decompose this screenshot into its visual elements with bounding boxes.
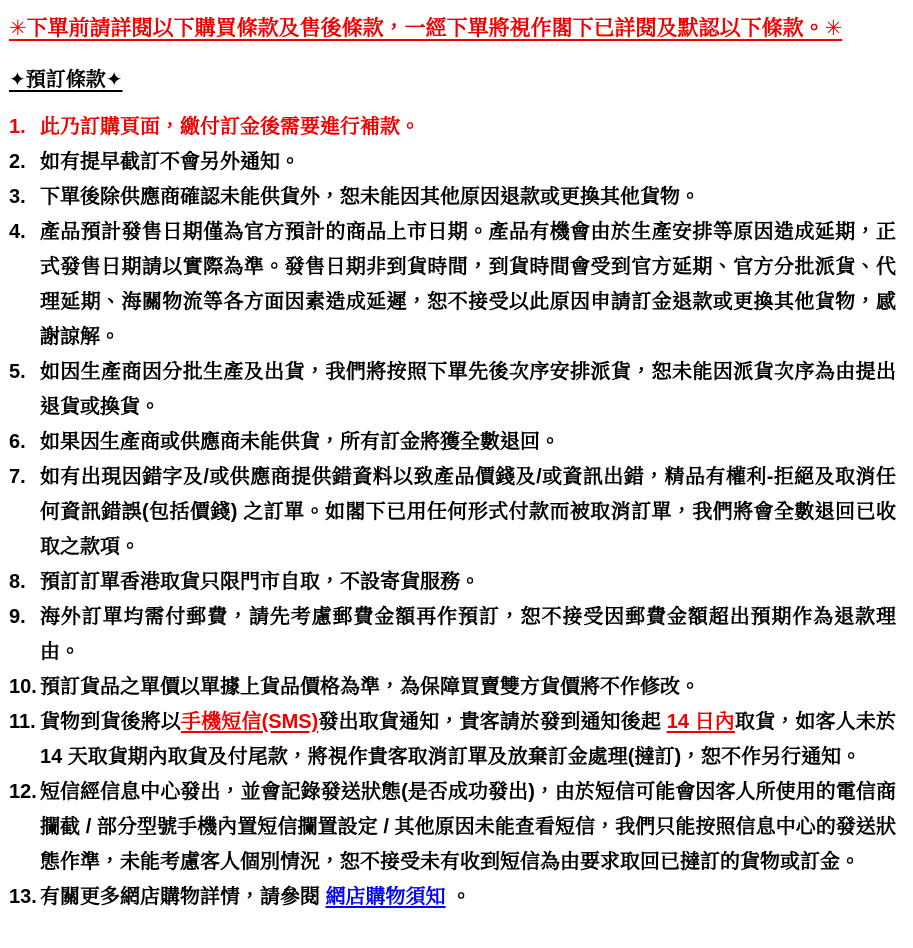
text-segment: 如有提早截訂不會另外通知。: [40, 151, 300, 173]
text-segment: 。: [445, 886, 472, 908]
text-segment: 貨物到貨後將以: [40, 711, 182, 733]
item-text: [40, 775, 896, 880]
terms-item: [9, 425, 896, 460]
purchase-terms-warning: ✳下單前請詳閱以下購買條款及售後條款，一經下單將視作閣下已詳閱及默認以下條款。✳: [9, 17, 843, 40]
terms-item: [9, 355, 896, 425]
item-number: 5.: [9, 361, 26, 383]
section-heading: [9, 67, 896, 93]
item-text: [40, 460, 896, 565]
preorder-terms-title: ✦預訂條款✦: [9, 69, 123, 91]
item-number: 8.: [9, 571, 26, 593]
text-segment: 如因生產商因分批生產及出貨，我們將按照下單先後次序安排派貨，恕未能因派貨次序為由提出退貨或換貨。: [40, 361, 896, 418]
text-segment: 短信經信息中心發出，並會記錄發送狀態(是否成功發出)，由於短信可能會因客人所使用的電信商攔截 / 部分型號手機內置短信攔置設定 / 其他原因未能查看短信，我們只能按照信息中心的發送狀態作準，未能考慮客人個別情況，恕不接受未有收到短信為由要求取回已撻訂的貨物或訂金。: [40, 781, 896, 873]
terms-item: [9, 565, 896, 600]
item-number: 2.: [9, 151, 26, 173]
terms-item: [9, 110, 896, 145]
text-segment: 有關更多網店購物詳情，請參閱: [40, 886, 326, 908]
text-segment: 海外訂單均需付郵費，請先考慮郵費金額再作預訂，恕不接受因郵費金額超出預期作為退款理由。: [40, 606, 896, 663]
text-segment: 取貨，如客人未於 14 天取貨期內取貨及付尾款，將視作貴客取消訂單及放棄訂金處理(撻訂)，恕不作另行通知。: [40, 711, 896, 768]
text-segment: 產品預計發售日期僅為官方預計的商品上市日期。產品有機會由於生產安排等原因造成延期，正式發售日期請以實際為準。發售日期非到貨時間，到貨時間會受到官方延期、官方分批派貨、代理延期、海關物流等各方面因素造成延遲，恕不接受以此原因申請訂金退款或更換其他貨物，感謝諒解。: [40, 221, 896, 348]
item-number: 3.: [9, 186, 26, 208]
item-number: 6.: [9, 431, 26, 453]
item-text: [40, 180, 896, 215]
terms-item: [9, 145, 896, 180]
text-segment: 發出取貨通知，貴客請於發到通知後起: [318, 711, 667, 733]
item-text: [40, 110, 896, 145]
text-segment: 下單後除供應商確認未能供貨外，恕未能因其他原因退款或更換其他貨物。: [40, 186, 700, 208]
item-number: 7.: [9, 466, 26, 488]
text-segment: 預訂貨品之單價以單據上貨品價格為準，為保障買賣雙方貨價將不作修改。: [40, 676, 700, 698]
item-number: 11.: [9, 711, 36, 733]
terms-item: [9, 670, 896, 705]
item-text: [40, 705, 896, 775]
item-number: 10.: [9, 676, 37, 698]
item-text: [40, 425, 896, 460]
terms-item: [9, 600, 896, 670]
item-number: 13.: [9, 886, 37, 908]
text-segment: 預訂訂單香港取貨只限門市自取，不設寄貨服務。: [40, 571, 480, 593]
terms-item: [9, 180, 896, 215]
terms-item: [9, 880, 896, 915]
item-text: [40, 670, 896, 705]
item-text: [40, 355, 896, 425]
store-shopping-notice-link[interactable]: 網店購物須知: [325, 886, 446, 908]
text-segment: 此乃訂購頁面，繳付訂金後需要進行補款。: [40, 116, 420, 138]
item-text: [40, 215, 896, 355]
text-segment: 如有出現因錯字及/或供應商提供錯資料以致產品價錢及/或資訊出錯，精品有權利-拒絕及取消任何資訊錯誤(包括價錢) 之訂單。如閣下已用任何形式付款而被取消訂單，我們將會全數退回已收取之款項。: [40, 466, 896, 558]
item-text: [40, 565, 896, 600]
text-segment: 如果因生產商或供應商未能供貨，所有訂金將獲全數退回。: [40, 431, 560, 453]
highlighted-term: 手機短信(SMS): [181, 711, 319, 733]
terms-item: [9, 215, 896, 355]
terms-item: [9, 705, 896, 775]
terms-list: [9, 110, 896, 915]
terms-item: [9, 460, 896, 565]
highlighted-term: 14 日內: [666, 711, 735, 733]
item-text: [40, 880, 896, 915]
item-number: 12.: [9, 781, 37, 803]
item-number: 9.: [9, 606, 26, 628]
item-number: 4.: [9, 221, 26, 243]
item-number: 1.: [9, 116, 26, 138]
item-text: [40, 600, 896, 670]
item-text: [40, 145, 896, 180]
terms-item: [9, 775, 896, 880]
